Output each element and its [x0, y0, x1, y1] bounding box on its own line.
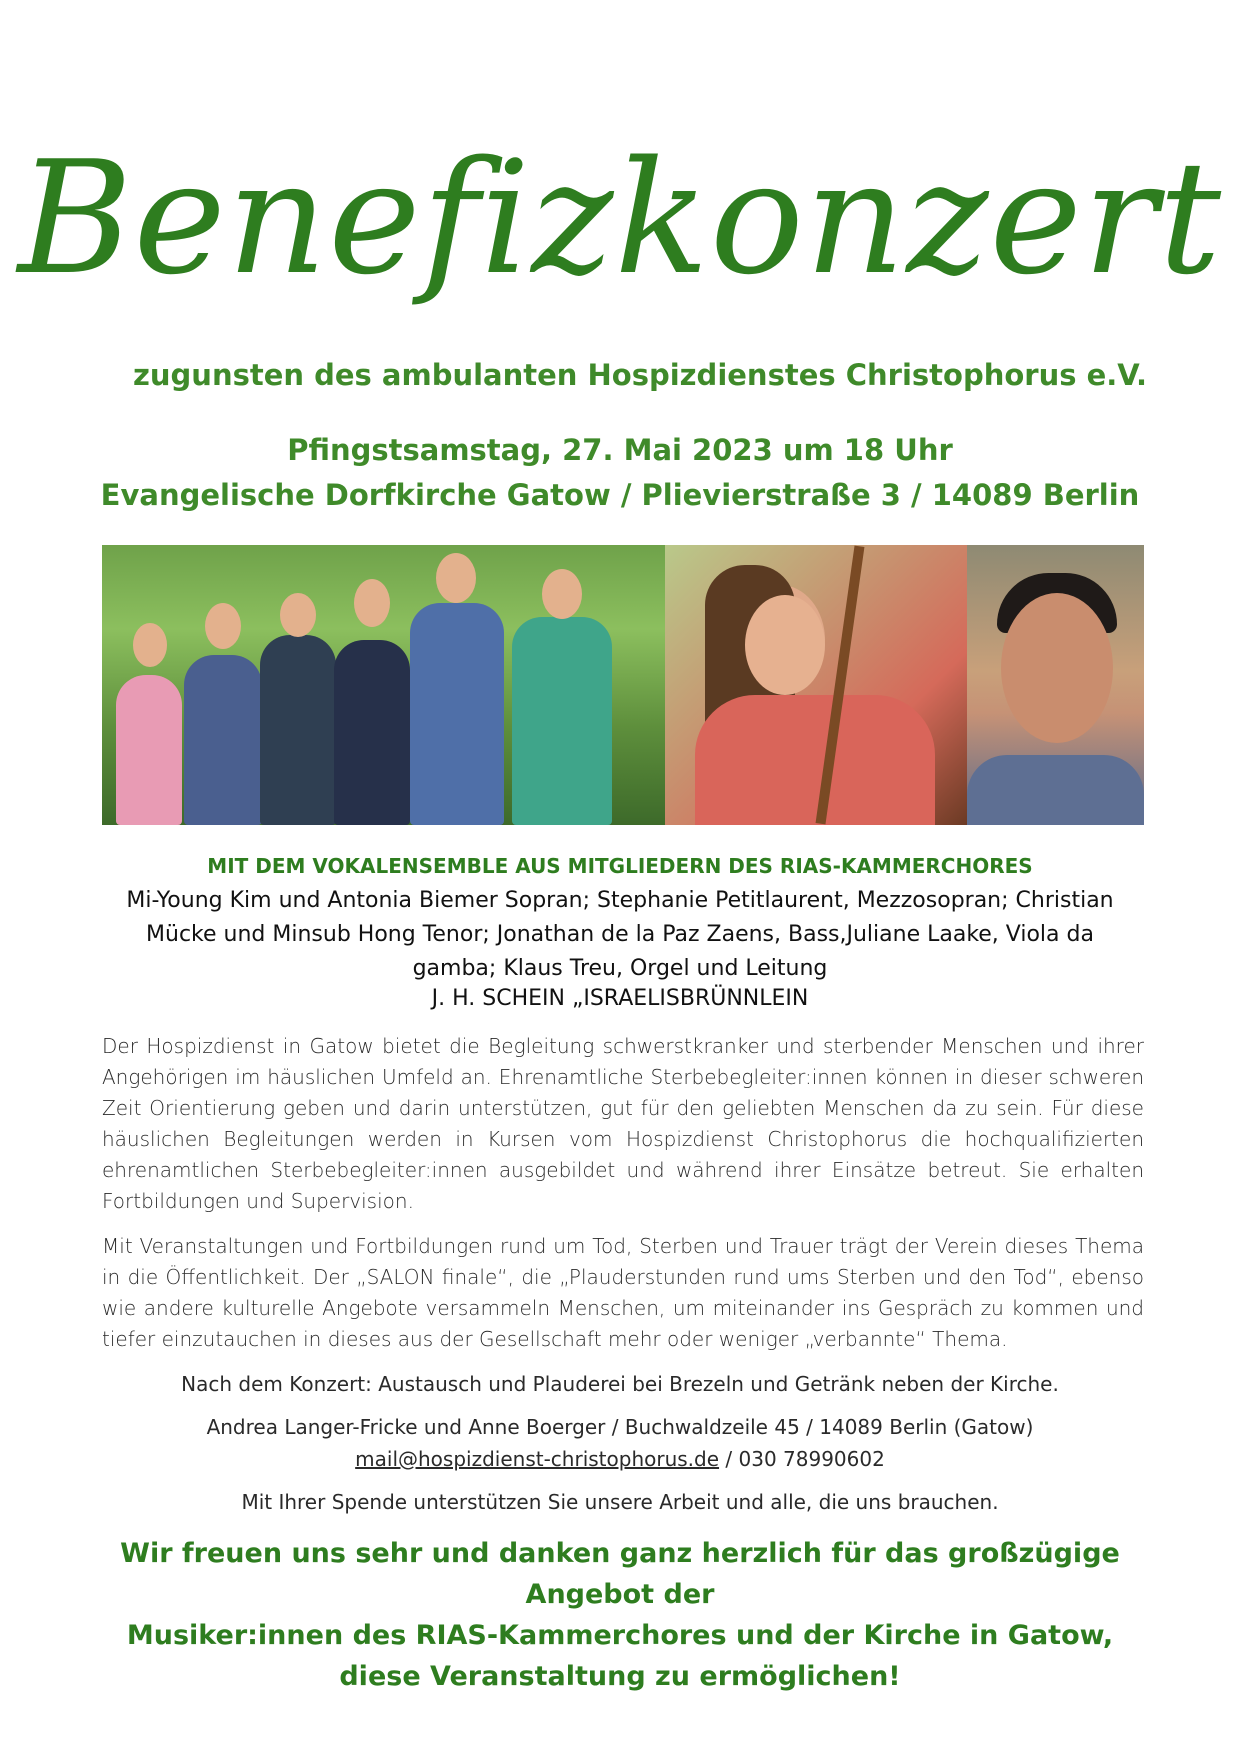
after-concert-note: Nach dem Konzert: Austausch und Plauderei bei Brezeln und Getränk neben der Kirche. — [181, 1372, 1059, 1396]
phone-number: / 030 78990602 — [719, 1447, 885, 1471]
thanks-line: Wir freuen uns sehr und danken ganz herzlich für das großzügige Angebot der — [120, 1538, 1120, 1610]
ensemble-heading: MIT DEM VOKALENSEMBLE AUS MITGLIEDERN DES RIAS-KAMMERCHORES — [207, 854, 1033, 878]
event-location: Evangelische Dorfkirche Gatow / Plievierstraße 3 / 14089 Berlin — [100, 478, 1140, 512]
contact-address: Andrea Langer-Fricke und Anne Boerger / Buchwaldzeile 45 / 14089 Berlin (Gatow) — [206, 1415, 1034, 1439]
cast-line: Mücke und Minsub Hong Tenor; Jonathan de la Paz Zaens, Bass,Juliane Laake, Viola da — [146, 922, 1094, 947]
cast-list — [120, 884, 1120, 986]
cast-line: Mi-Young Kim und Antonia Biemer Sopran; Stephanie Petitlaurent, Mezzosopran; Christian — [126, 888, 1114, 913]
portrait-photo — [967, 545, 1144, 825]
thanks-message — [60, 1533, 1180, 1697]
contact-line — [0, 1447, 1240, 1471]
paragraph-hospice: Der Hospizdienst in Gatow bietet die Begleitung schwerstkranker und sterbender Menschen und ihrer Angehörigen im häuslichen Umfeld an. Ehrenamtliche Sterbebegleiter:innen können in dieser schweren Zeit Orientierung geben und darin unterstützen, gut für den geliebten Menschen da zu sein. Für diese häuslichen Begleitungen werden in Kursen vom Hospizdienst Christophorus die hochqualifizierten ehrenamtlichen Sterbebegleiter:innen ausgebildet und während ihrer Einsätze betreut. Sie erhalten Fortbildungen und Supervision. — [102, 1034, 1144, 1213]
work-title: J. H. SCHEIN „ISRAELISBRÜNNLEIN — [431, 986, 809, 1011]
photo-strip — [102, 545, 1144, 825]
subtitle: zugunsten des ambulanten Hospizdienstes Christophorus e.V. — [133, 358, 1147, 392]
cast-line: gamba; Klaus Treu, Orgel und Leitung — [412, 956, 828, 981]
page-title: Benefizkonzert — [17, 127, 1223, 309]
paragraph-events: Mit Veranstaltungen und Fortbildungen rund um Tod, Sterben und Trauer trägt der Verein dieses Thema in die Öffentlichkeit. Der „SALON finale“, die „Plauderstunden rund ums Sterben und den Tod“, ebenso wie andere kulturelle Angebote versammeln Menschen, um miteinander ins Gespräch zu kommen und tiefer einzutauchen in dieses aus der Gesellschaft mehr oder weniger „verbannte“ Thema. — [102, 1234, 1144, 1351]
donation-note: Mit Ihrer Spende unterstützen Sie unsere Arbeit und alle, die uns brauchen. — [241, 1490, 999, 1514]
gamba-player-photo — [665, 545, 967, 825]
thanks-line: Musiker:innen des RIAS-Kammerchores und der Kirche in Gatow, — [126, 1620, 1114, 1651]
email-link[interactable]: mail@hospizdienst-christophorus.de — [355, 1447, 720, 1471]
event-date: Pfingstsamstag, 27. Mai 2023 um 18 Uhr — [287, 433, 953, 467]
thanks-line: diese Veranstaltung zu ermöglichen! — [339, 1661, 901, 1692]
ensemble-group-photo — [102, 545, 665, 825]
